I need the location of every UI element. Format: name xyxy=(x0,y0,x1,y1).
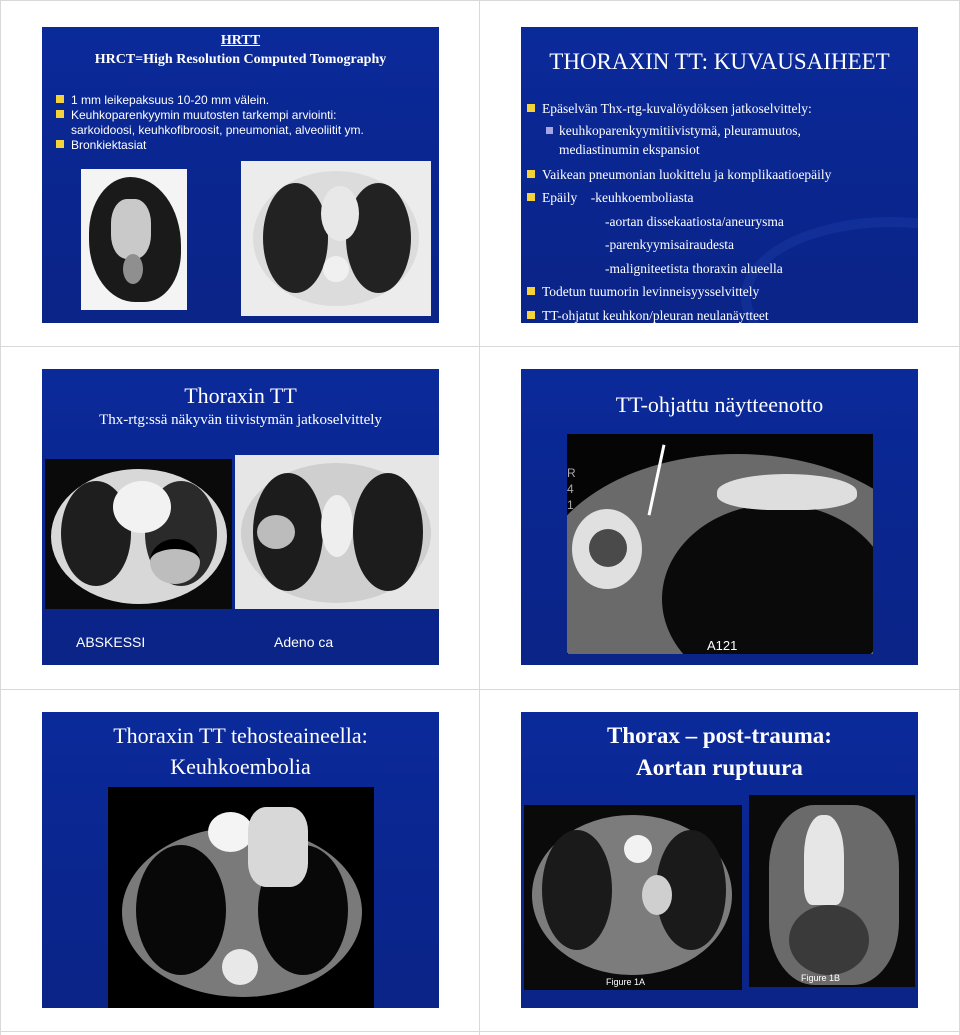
bullet-list xyxy=(527,97,915,323)
slide-title-line1: Thorax – post-trauma: xyxy=(607,723,832,748)
figure-1a-label: Figure 1A xyxy=(606,977,646,987)
grid-divider-horizontal-1 xyxy=(0,346,960,347)
slide-title: THORAXIN TT: KUVAUSAIHEET xyxy=(549,49,890,74)
list-item: Epäily -keuhkoemboliasta xyxy=(527,186,915,210)
list-item: Keuhkoparenkyymin muutosten tarkempi arviointi: xyxy=(56,108,431,123)
slide-aortan-ruptuura xyxy=(521,712,918,1008)
bullet-icon xyxy=(527,287,535,295)
bullet-icon xyxy=(527,193,535,201)
abscess-ct-image xyxy=(45,459,232,609)
bullet-icon xyxy=(56,140,64,148)
list-item: Todetun tuumorin levinneisyysselvittely xyxy=(527,280,915,304)
list-item-continuation: sarkoidoosi, keuhkofibroosit, pneumoniat, alveoliitit ym. xyxy=(71,123,364,137)
list-item: TT-ohjatut keuhkon/pleuran neulanäytteet xyxy=(527,304,915,324)
scan-label: A121 xyxy=(707,638,738,653)
aortic-rupture-axial-ct-image xyxy=(524,805,742,990)
slide-title xyxy=(42,720,439,782)
list-item: Vaikean pneumonian luokittelu ja komplikaatioepäily xyxy=(527,163,915,187)
bullet-icon xyxy=(527,104,535,112)
grid-divider-left xyxy=(0,0,1,1035)
slide-title: TT-ohjattu näytteenotto xyxy=(615,392,824,417)
sub-bullet-icon xyxy=(546,127,553,134)
slide-subtitle: HRCT=High Resolution Computed Tomography xyxy=(94,52,387,67)
list-item-continuation: -parenkyymisairaudesta xyxy=(605,237,734,252)
list-item: Bronkiektasiat xyxy=(56,138,431,153)
side-letter-4: 4 xyxy=(567,482,574,496)
bullet-icon xyxy=(527,170,535,178)
aortic-rupture-sagittal-ct-image xyxy=(749,795,915,987)
slide-subtitle: Thx-rtg:ssä näkyvän tiivistymän jatkoselvittely xyxy=(99,412,382,428)
figure-1b-label: Figure 1B xyxy=(801,973,841,983)
slide-title-line2: Keuhkoembolia xyxy=(170,754,311,779)
hrct-lung-image xyxy=(81,169,187,310)
slide-keuhkoembolia xyxy=(42,712,439,1008)
list-item-continuation: mediastinumin ekspansiot xyxy=(559,141,700,157)
bullet-icon xyxy=(56,95,64,103)
slide-title: Thoraxin TT xyxy=(184,383,297,408)
adenocarcinoma-ct-image xyxy=(235,455,439,609)
slide-title-line2: Aortan ruptuura xyxy=(636,755,803,780)
bullet-list xyxy=(56,93,431,153)
hrct-bronchiectasis-image xyxy=(241,161,431,316)
list-item-continuation: -aortan dissekaatiosta/aneurysma xyxy=(605,213,784,229)
slide-title: HRTT xyxy=(220,33,261,48)
slide-tt-ohjattu xyxy=(521,369,918,665)
grid-divider-vertical xyxy=(479,0,480,1035)
grid-divider-top xyxy=(0,0,960,1)
guided-biopsy-ct-image xyxy=(567,434,873,654)
slide-thoraxin-tt xyxy=(42,369,439,665)
pulmonary-embolism-ct-image xyxy=(108,787,374,1008)
grid-divider-horizontal-2 xyxy=(0,689,960,690)
list-item-continuation: -maligniteetista thoraxin alueella xyxy=(605,260,783,276)
bullet-icon xyxy=(527,311,535,319)
slide-title-line1: Thoraxin TT tehosteaineella: xyxy=(113,723,368,748)
sub-list-item: keuhkoparenkyymitiivistymä, pleuramuutos, xyxy=(527,121,915,140)
list-item: 1 mm leikepaksuus 10-20 mm välein. xyxy=(56,93,431,108)
slide-kuvausaiheet xyxy=(521,27,918,323)
side-letter-1: 1 xyxy=(567,498,574,512)
slide-title xyxy=(521,720,918,784)
bullet-icon xyxy=(56,110,64,118)
side-letter-r: R xyxy=(567,466,576,480)
slide-hrtt xyxy=(42,27,439,323)
caption-abscess: ABSKESSI xyxy=(76,634,146,650)
list-item: Epäselvän Thx-rtg-kuvalöydöksen jatkoselvittely: xyxy=(527,97,915,121)
caption-adeno-ca: Adeno ca xyxy=(274,634,334,650)
grid-divider-bottom xyxy=(0,1031,960,1032)
